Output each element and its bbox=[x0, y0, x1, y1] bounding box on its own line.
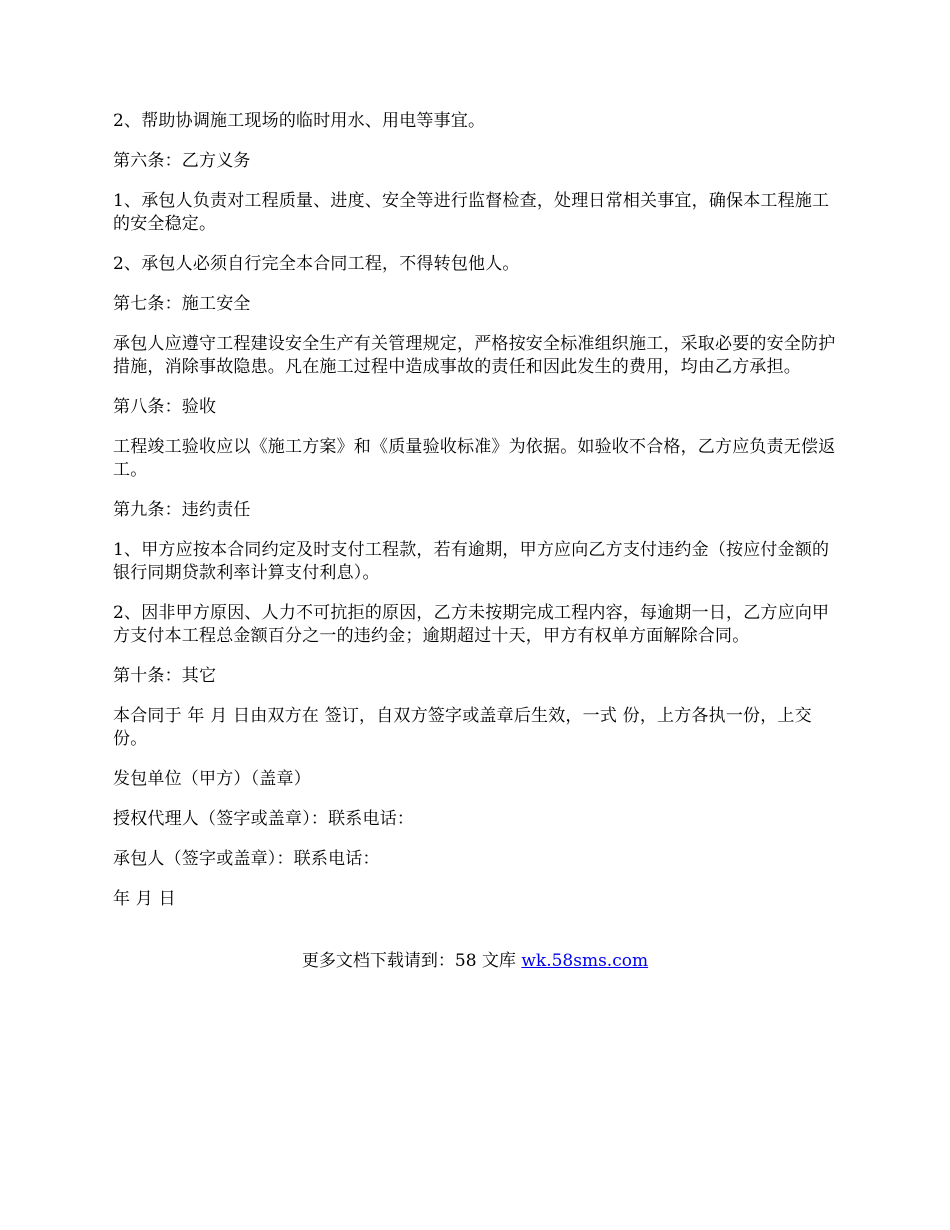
heading-article-6: 第六条：乙方义务 bbox=[113, 151, 251, 171]
heading-article-10: 第十条：其它 bbox=[113, 666, 217, 686]
paragraph-acceptance: 工程竣工验收应以《施工方案》和《质量验收标准》为依据。如验收不合格，乙方应负责无偿返工。 bbox=[113, 437, 836, 480]
paragraph-contractor-duty-2: 2、承包人必须自行完全本合同工程，不得转包他人。 bbox=[113, 254, 520, 274]
paragraph-effective: 本合同于 年 月 日由双方在 签订，自双方签字或盖章后生效，一式 份，上方各执一份，上交 份。 bbox=[113, 706, 818, 749]
paragraph-employer-duty-2: 2、帮助协调施工现场的临时用水、用电等事宜。 bbox=[113, 111, 486, 131]
signature-date: 年 月 日 bbox=[113, 889, 176, 909]
signature-contractor: 承包人（签字或盖章）：联系电话： bbox=[113, 849, 380, 869]
signature-agent: 授权代理人（签字或盖章）：联系电话： bbox=[113, 809, 415, 829]
paragraph-contractor-duty-1: 1、承包人负责对工程质量、进度、安全等进行监督检查，处理日常相关事宜，确保本工程施工的安全稳定。 bbox=[113, 191, 830, 234]
heading-article-8: 第八条：验收 bbox=[113, 397, 217, 417]
footer-link[interactable]: wk.58sms.com bbox=[521, 951, 649, 971]
paragraph-breach-2: 2、因非甲方原因、人力不可抗拒的原因，乙方未按期完成工程内容，每逾期一日，乙方应向甲方支付本工程总金额百分之一的违约金；逾期超过十天，甲方有权单方面解除合同。 bbox=[113, 603, 830, 646]
download-footer bbox=[0, 950, 950, 973]
footer-text: 更多文档下载请到：58 文库 bbox=[301, 951, 522, 971]
paragraph-breach-1: 1、甲方应按本合同约定及时支付工程款，若有逾期，甲方应向乙方支付违约金（按应付金额的银行同期贷款利率计算支付利息）。 bbox=[113, 540, 830, 583]
document-body bbox=[113, 110, 843, 928]
signature-employer: 发包单位（甲方）（盖章） bbox=[113, 769, 311, 789]
paragraph-safety: 承包人应遵守工程建设安全生产有关管理规定，严格按安全标准组织施工，采取必要的安全防护措施，消除事故隐患。凡在施工过程中造成事故的责任和因此发生的费用，均由乙方承担。 bbox=[113, 334, 836, 377]
heading-article-7: 第七条：施工安全 bbox=[113, 294, 251, 314]
heading-article-9: 第九条：违约责任 bbox=[113, 500, 251, 520]
